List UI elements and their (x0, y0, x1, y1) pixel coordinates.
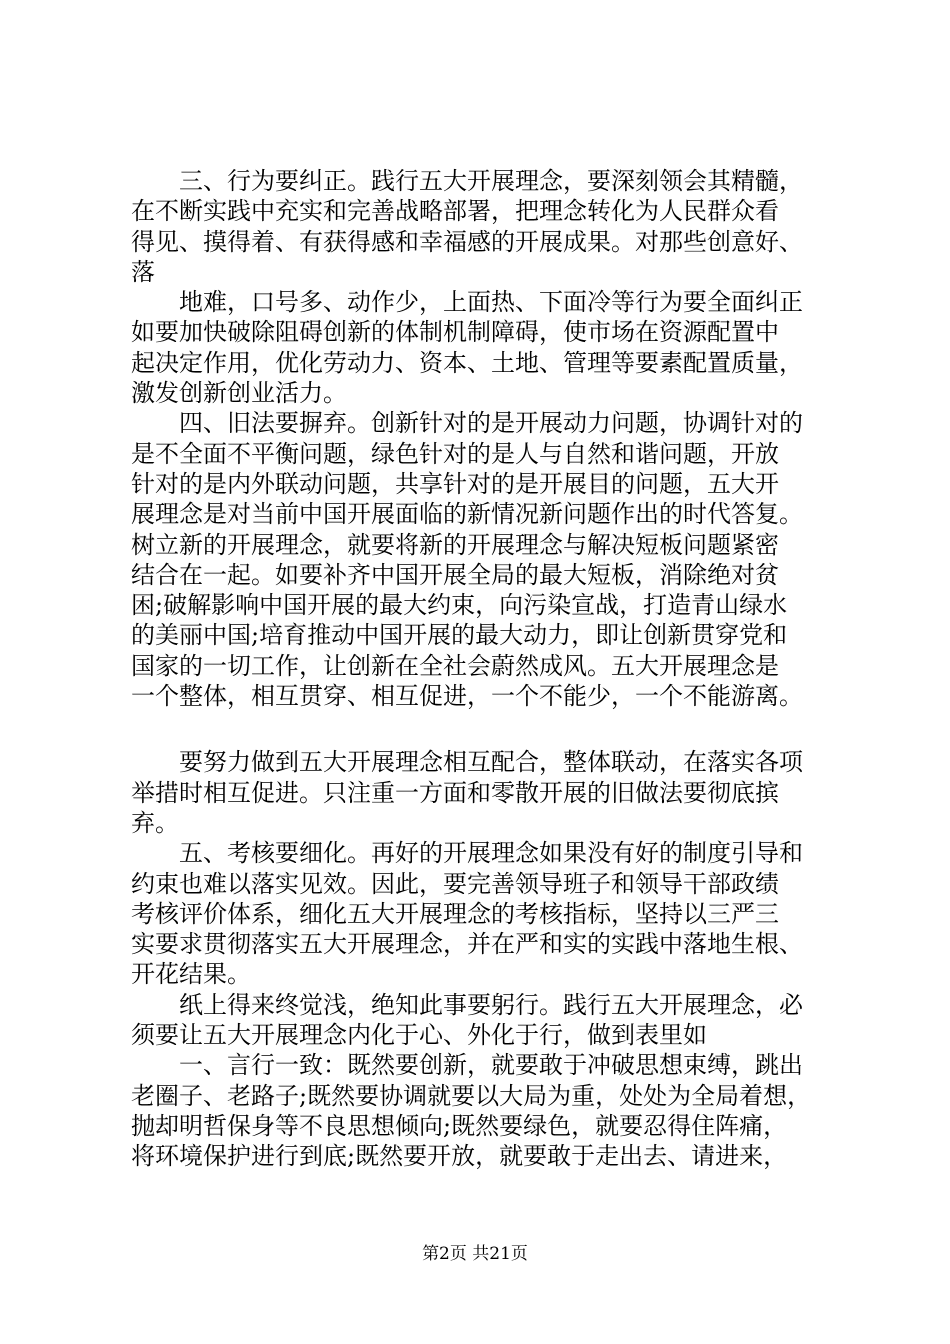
text-line: 开花结果。 (131, 960, 251, 989)
paragraph-gap (131, 711, 821, 747)
paragraph-5 (131, 838, 821, 989)
text-line: 结合在一起。如要补齐中国开展全局的最大短板，消除绝对贫 (131, 560, 779, 589)
text-line: 要努力做到五大开展理念相互配合，整体联动，在落实各项 (179, 748, 803, 777)
text-line: 是不全面不平衡问题，绿色针对的是人与自然和谐问题，开放 (131, 439, 779, 468)
paragraph-6 (131, 990, 821, 1051)
text-line: 举措时相互促进。只注重一方面和零散开展的旧做法要彻底摈 (131, 778, 779, 807)
text-line: 困;破解影响中国开展的最大约束，向污染宣战，打造青山绿水 (131, 591, 788, 620)
text-line: 得见、摸得着、有获得感和幸福感的开展成果。对那些创意好、 (131, 227, 803, 256)
text-line: 如要加快破除阻碍创新的体制机制障碍，使市场在资源配置中 (131, 318, 779, 347)
paragraph-3 (131, 408, 821, 711)
text-line: 树立新的开展理念，就要将新的开展理念与解决短板问题紧密 (131, 530, 779, 559)
text-line: 将环境保护进行到底;既然要开放，就要敢于走出去、请进来， (131, 1142, 788, 1171)
text-line: 展理念是对当前中国开展面临的新情况新问题作出的时代答复。 (131, 500, 803, 529)
text-line: 国家的一切工作，让创新在全社会蔚然成风。五大开展理念是 (131, 651, 779, 680)
text-line: 的美丽中国;培育推动中国开展的最大动力，即让创新贯穿党和 (131, 621, 788, 650)
text-line: 激发创新创业活力。 (131, 379, 347, 408)
paragraph-2 (131, 287, 821, 408)
paragraph-7 (131, 1050, 821, 1171)
text-line: 须要让五大开展理念内化于心、外化于行，做到表里如 (131, 1021, 707, 1050)
text-line: 一个整体，相互贯穿、相互促进，一个不能少，一个不能游离。 (131, 682, 803, 711)
text-line: 一、言行一致：既然要创新，就要敢于冲破思想束缚，跳出 (179, 1051, 803, 1080)
document-body (131, 166, 821, 1172)
text-line: 在不断实践中充实和完善战略部署，把理念转化为人民群众看 (131, 197, 779, 226)
text-line: 五、考核要细化。再好的开展理念如果没有好的制度引导和 (179, 839, 803, 868)
text-line: 抛却明哲保身等不良思想倾向;既然要绿色，就要忍得住阵痛， (131, 1111, 788, 1140)
text-line: 弃。 (131, 808, 179, 837)
text-line: 三、行为要纠正。践行五大开展理念，要深刻领会其精髓， (179, 167, 803, 195)
text-line: 针对的是内外联动问题，共享针对的是开展目的问题，五大开 (131, 469, 779, 498)
text-line: 起决定作用，优化劳动力、资本、土地、管理等要素配置质量， (131, 348, 803, 377)
text-line: 考核评价体系，细化五大开展理念的考核指标，坚持以三严三 (131, 899, 779, 928)
text-line: 纸上得来终觉浅，绝知此事要躬行。践行五大开展理念，必 (179, 990, 803, 1019)
text-line: 实要求贯彻落实五大开展理念，并在严和实的实践中落地生根、 (131, 930, 803, 959)
text-line: 约束也难以落实见效。因此，要完善领导班子和领导干部政绩 (131, 869, 779, 898)
text-line: 地难，口号多、动作少，上面热、下面冷等行为要全面纠正 (179, 288, 803, 317)
page-footer: 第2页 共21页 (422, 1244, 528, 1264)
text-line: 落 (131, 257, 155, 286)
paragraph-4 (131, 747, 821, 838)
text-line: 四、旧法要摒弃。创新针对的是开展动力问题，协调针对的 (179, 409, 803, 438)
paragraph-1 (131, 166, 821, 287)
text-line: 老圈子、老路子;既然要协调就要以大局为重，处处为全局着想， (131, 1081, 812, 1110)
